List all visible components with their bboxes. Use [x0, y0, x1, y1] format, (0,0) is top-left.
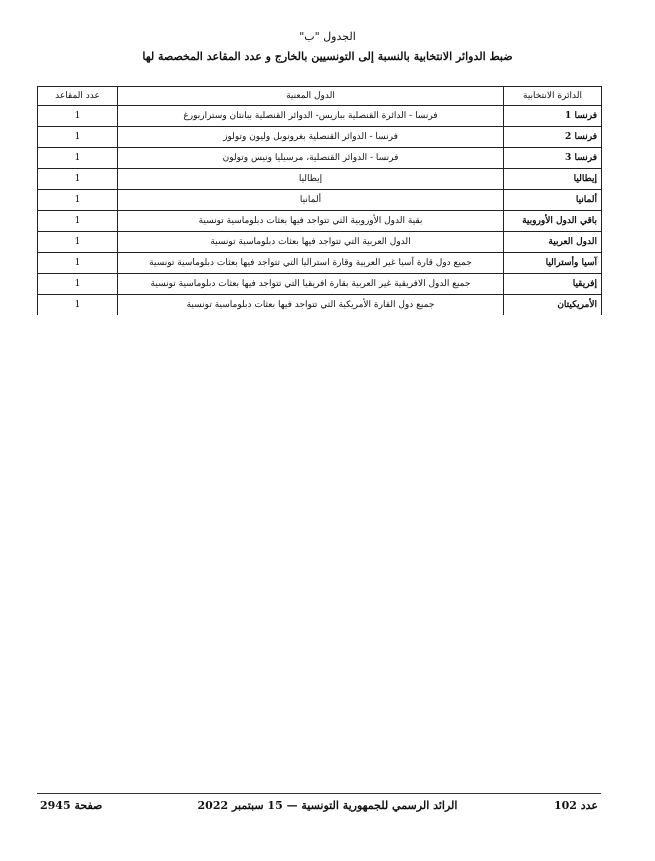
seats-cell: 1 — [38, 148, 118, 169]
circumscription-cell: فرنسا 3 — [504, 148, 602, 169]
countries-cell: جميع دول قارة آسيا غير العربية وقارة استراليا التي تتواجد فيها بعثات دبلوماسية تونسية — [118, 253, 504, 274]
circumscription-cell: الأمريكيتان — [504, 295, 602, 316]
issue-number: عدد 102 — [553, 799, 598, 812]
countries-cell: إيطاليا — [118, 169, 504, 190]
seats-cell: 1 — [38, 253, 118, 274]
page-number: صفحة 2945 — [40, 799, 103, 812]
countries-cell: بقية الدول الأوروبية التي تتواجد فيها بعثات دبلوماسية تونسية — [118, 211, 504, 232]
table-row — [38, 106, 602, 127]
circumscription-cell: آسيا وأستراليا — [504, 253, 602, 274]
footer-divider — [37, 793, 601, 794]
journal-title: الرائد الرسمي للجمهورية التونسية — 15 سبتمبر 2022 — [197, 799, 458, 812]
circumscription-cell: ألمانيا — [504, 190, 602, 211]
seats-cell: 1 — [38, 190, 118, 211]
column-header-countries: الدول المعنية — [118, 87, 504, 106]
seats-cell: 1 — [38, 232, 118, 253]
seats-cell: 1 — [38, 127, 118, 148]
circumscription-cell: باقي الدول الأوروبية — [504, 211, 602, 232]
circumscription-cell: فرنسا 2 — [504, 127, 602, 148]
table-title: الجدول "ب" — [299, 30, 356, 43]
table-row — [38, 274, 602, 295]
table-row — [38, 253, 602, 274]
column-header-circumscription: الدائرة الانتخابية — [504, 87, 602, 106]
countries-cell: فرنسا - الدوائر القنصلية، مرسيليا ونيس وتولون — [118, 148, 504, 169]
table-row — [38, 169, 602, 190]
seats-cell: 1 — [38, 169, 118, 190]
table-row — [38, 127, 602, 148]
seats-cell: 1 — [38, 211, 118, 232]
circumscription-cell: إفريقيا — [504, 274, 602, 295]
countries-cell: جميع دول القارة الأمريكية التي تتواجد فيها بعثات دبلوماسية تونسية — [118, 295, 504, 316]
table-row — [38, 148, 602, 169]
seats-cell: 1 — [38, 295, 118, 316]
circumscriptions-table — [37, 86, 602, 315]
seats-cell: 1 — [38, 274, 118, 295]
circumscription-cell: فرنسا 1 — [504, 106, 602, 127]
countries-cell: جميع الدول الافريقية غير العربية بقارة افريقيا التي تتواجد فيها بعثات دبلوماسية تونسية — [118, 274, 504, 295]
column-header-seats: عدد المقاعد — [38, 87, 118, 106]
table-row — [38, 211, 602, 232]
circumscription-cell: إيطاليا — [504, 169, 602, 190]
circumscription-cell: الدول العربية — [504, 232, 602, 253]
table-row — [38, 295, 602, 316]
table-row — [38, 190, 602, 211]
seats-cell: 1 — [38, 106, 118, 127]
table-header-row — [38, 87, 602, 106]
countries-cell: الدول العربية التي تتواجد فيها بعثات دبلوماسية تونسية — [118, 232, 504, 253]
countries-cell: فرنسا - الدائرة القنصلية بباريس- الدوائر القنصلية ببانتان وستراربورغ — [118, 106, 504, 127]
table-row — [38, 232, 602, 253]
countries-cell: ألمانيا — [118, 190, 504, 211]
countries-cell: فرنسا - الدوائر القنصلية بغرونوبل وليون وتولوز — [118, 127, 504, 148]
table-subtitle: ضبط الدوائر الانتخابية بالنسبة إلى التونسيين بالخارج و عدد المقاعد المخصصة لها — [142, 50, 513, 63]
